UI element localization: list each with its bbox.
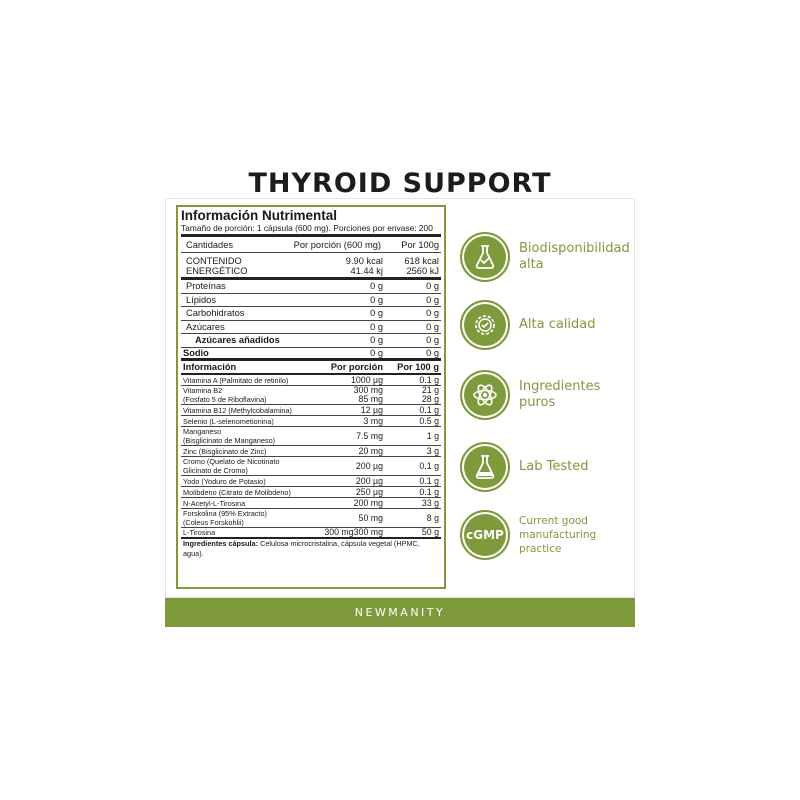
row-label: Vitamina B12 (Methylcobalamina) xyxy=(183,405,292,415)
table-row xyxy=(181,348,441,362)
row-portion: 12 µg xyxy=(360,404,383,415)
row-portion: 7.5 mg xyxy=(356,430,383,441)
table-row xyxy=(181,427,441,446)
nutrient-list xyxy=(181,375,441,539)
table-header xyxy=(181,237,441,253)
row-label: Manganeso (Bisglicinato de Manganeso) xyxy=(183,427,276,445)
row-portion: 200 µg xyxy=(355,475,383,486)
row-label: Carbohidratos xyxy=(186,308,245,319)
badge-label: Ingredientes puros xyxy=(519,379,601,410)
row-portion: 0 g xyxy=(370,321,383,332)
table-row xyxy=(181,294,441,308)
table-row xyxy=(181,386,441,405)
row-per100: 50 g xyxy=(421,527,439,537)
row-per100: 0.1 g xyxy=(419,486,439,497)
lab-flask-icon xyxy=(460,442,510,492)
badge-pure-ingredients xyxy=(460,370,600,420)
flask-check-icon xyxy=(460,232,510,282)
row-label: Selenio (L-selenometionina) xyxy=(183,416,274,426)
row-per100: 8 g xyxy=(426,512,439,523)
row-per100: 1 g xyxy=(426,430,439,441)
row-per100: 0.1 g xyxy=(419,475,439,486)
row-label: Vitamina A (Palmitato de retinilo) xyxy=(183,375,289,385)
badge-cgmp xyxy=(460,510,640,560)
badge-label: Current good manufacturing practice xyxy=(519,515,597,555)
row-portion: 0 g xyxy=(370,294,383,305)
table-row xyxy=(181,457,441,476)
row-label: Forskolina (95% Extracto) (Coleus Forskohlii) xyxy=(183,509,267,527)
ingredients-label: Ingredientes cápsula: xyxy=(183,539,259,548)
table-row xyxy=(181,375,441,386)
row-per100: 0 g xyxy=(426,321,439,332)
row-label: Proteínas xyxy=(186,281,226,292)
nutrition-facts-table xyxy=(176,205,446,589)
row-per100: 0 g xyxy=(426,347,439,358)
badge-lab-tested xyxy=(460,442,588,492)
badge-label: Lab Tested xyxy=(519,459,589,474)
row-portion: 50 mg xyxy=(358,512,383,523)
row-portion: 200 µg xyxy=(355,460,383,471)
row-per100: 0 g xyxy=(426,308,439,319)
energy-row xyxy=(181,253,441,280)
row-portion: 0 g xyxy=(370,308,383,319)
table-row xyxy=(181,487,441,498)
row-label: Sodio xyxy=(183,347,209,358)
row-portion: 1000 µg xyxy=(351,374,383,385)
header-portion: Por porción (600 mg) xyxy=(293,239,381,250)
table-row xyxy=(181,528,441,539)
table-row xyxy=(181,280,441,294)
brand-logo-text: NEWMANITY xyxy=(354,606,446,619)
table-row xyxy=(181,307,441,321)
row-per100: 0.1 g xyxy=(419,374,439,385)
row-label: L-Tirosina xyxy=(183,528,216,537)
row-portion: 250 µg xyxy=(355,486,383,497)
row-per100: 0 g xyxy=(426,294,439,305)
energy-per100: 618 kcal 2560 kJ xyxy=(404,256,439,276)
row-label: Azúcares xyxy=(186,321,225,332)
table-row xyxy=(181,446,441,457)
badge-label: Alta calidad xyxy=(519,317,596,332)
page-title: THYROID SUPPORT xyxy=(248,168,552,199)
row-per100: 3 g xyxy=(426,445,439,456)
row-label: Vitamina B2 (Fosfato 5 de Riboflavina) xyxy=(183,386,267,404)
row-portion: 0 g xyxy=(370,281,383,292)
table-row xyxy=(181,321,441,335)
facts-heading: Información Nutrimental xyxy=(181,208,338,223)
row-per100: 0.1 g xyxy=(419,404,439,415)
badge-label: Biodisponibilidad alta xyxy=(519,241,630,272)
row-portion: 3 mg xyxy=(363,415,383,426)
row-portion: 200 mg xyxy=(353,497,383,508)
row-per100: 0.1 g xyxy=(419,460,439,471)
row-label: N-Acetyl-L-Tirosina xyxy=(183,498,246,508)
row-per100: 0 g xyxy=(426,335,439,346)
table-row xyxy=(181,476,441,487)
row-portion: 300 mg300 mg xyxy=(324,527,383,537)
info-header-portion: Por porción xyxy=(330,362,383,372)
row-portion: 300 mg 85 mg xyxy=(353,385,383,404)
row-label: Cromo (Quelato de Nicotinato Glicinato de Cromo) xyxy=(183,457,280,475)
badge-quality xyxy=(460,300,596,350)
row-label: Yodo (Yoduro de Potasio) xyxy=(183,476,266,486)
footer-bar xyxy=(165,598,635,627)
row-label: Molibdeno (Citrato de Molibdeno) xyxy=(183,487,291,497)
energy-portion: 9.90 kcal 41.44 kj xyxy=(345,256,383,276)
row-per100: 33 g xyxy=(421,497,439,508)
row-portion: 20 mg xyxy=(358,445,383,456)
row-label: Lípidos xyxy=(186,294,216,305)
table-row xyxy=(181,416,441,427)
serving-size: Tamaño de porción: 1 cápsula (600 mg). Porciones por envase: 200 xyxy=(181,223,441,237)
header-per100: Por 100g xyxy=(401,239,439,250)
quality-seal-icon xyxy=(460,300,510,350)
info-header xyxy=(181,361,441,375)
table-row xyxy=(181,498,441,509)
row-label: Azúcares añadidos xyxy=(195,335,280,346)
row-per100: 21 g 28 g xyxy=(421,385,439,404)
energy-label: CONTENIDO ENERGÉTICO xyxy=(186,256,248,276)
header-cantidades: Cantidades xyxy=(186,239,234,250)
row-portion: 0 g xyxy=(370,347,383,358)
ingredients-line xyxy=(181,539,441,559)
atom-icon xyxy=(460,370,510,420)
badge-bioavailability xyxy=(460,232,630,282)
row-label: Zinc (Bisglicinato de Zinc) xyxy=(183,446,267,456)
table-row xyxy=(181,509,441,528)
cgmp-icon: cGMP xyxy=(460,510,510,560)
info-header-per100: Por 100 g xyxy=(397,362,439,372)
ingredients-text: Celulosa microcristalina, cápsula vegetal (HPMC, agua). xyxy=(183,539,420,558)
row-per100: 0.5 g xyxy=(419,415,439,426)
row-per100: 0 g xyxy=(426,281,439,292)
info-header-label: Información xyxy=(183,362,237,372)
row-portion: 0 g xyxy=(370,335,383,346)
table-row xyxy=(181,334,441,348)
table-row xyxy=(181,405,441,416)
